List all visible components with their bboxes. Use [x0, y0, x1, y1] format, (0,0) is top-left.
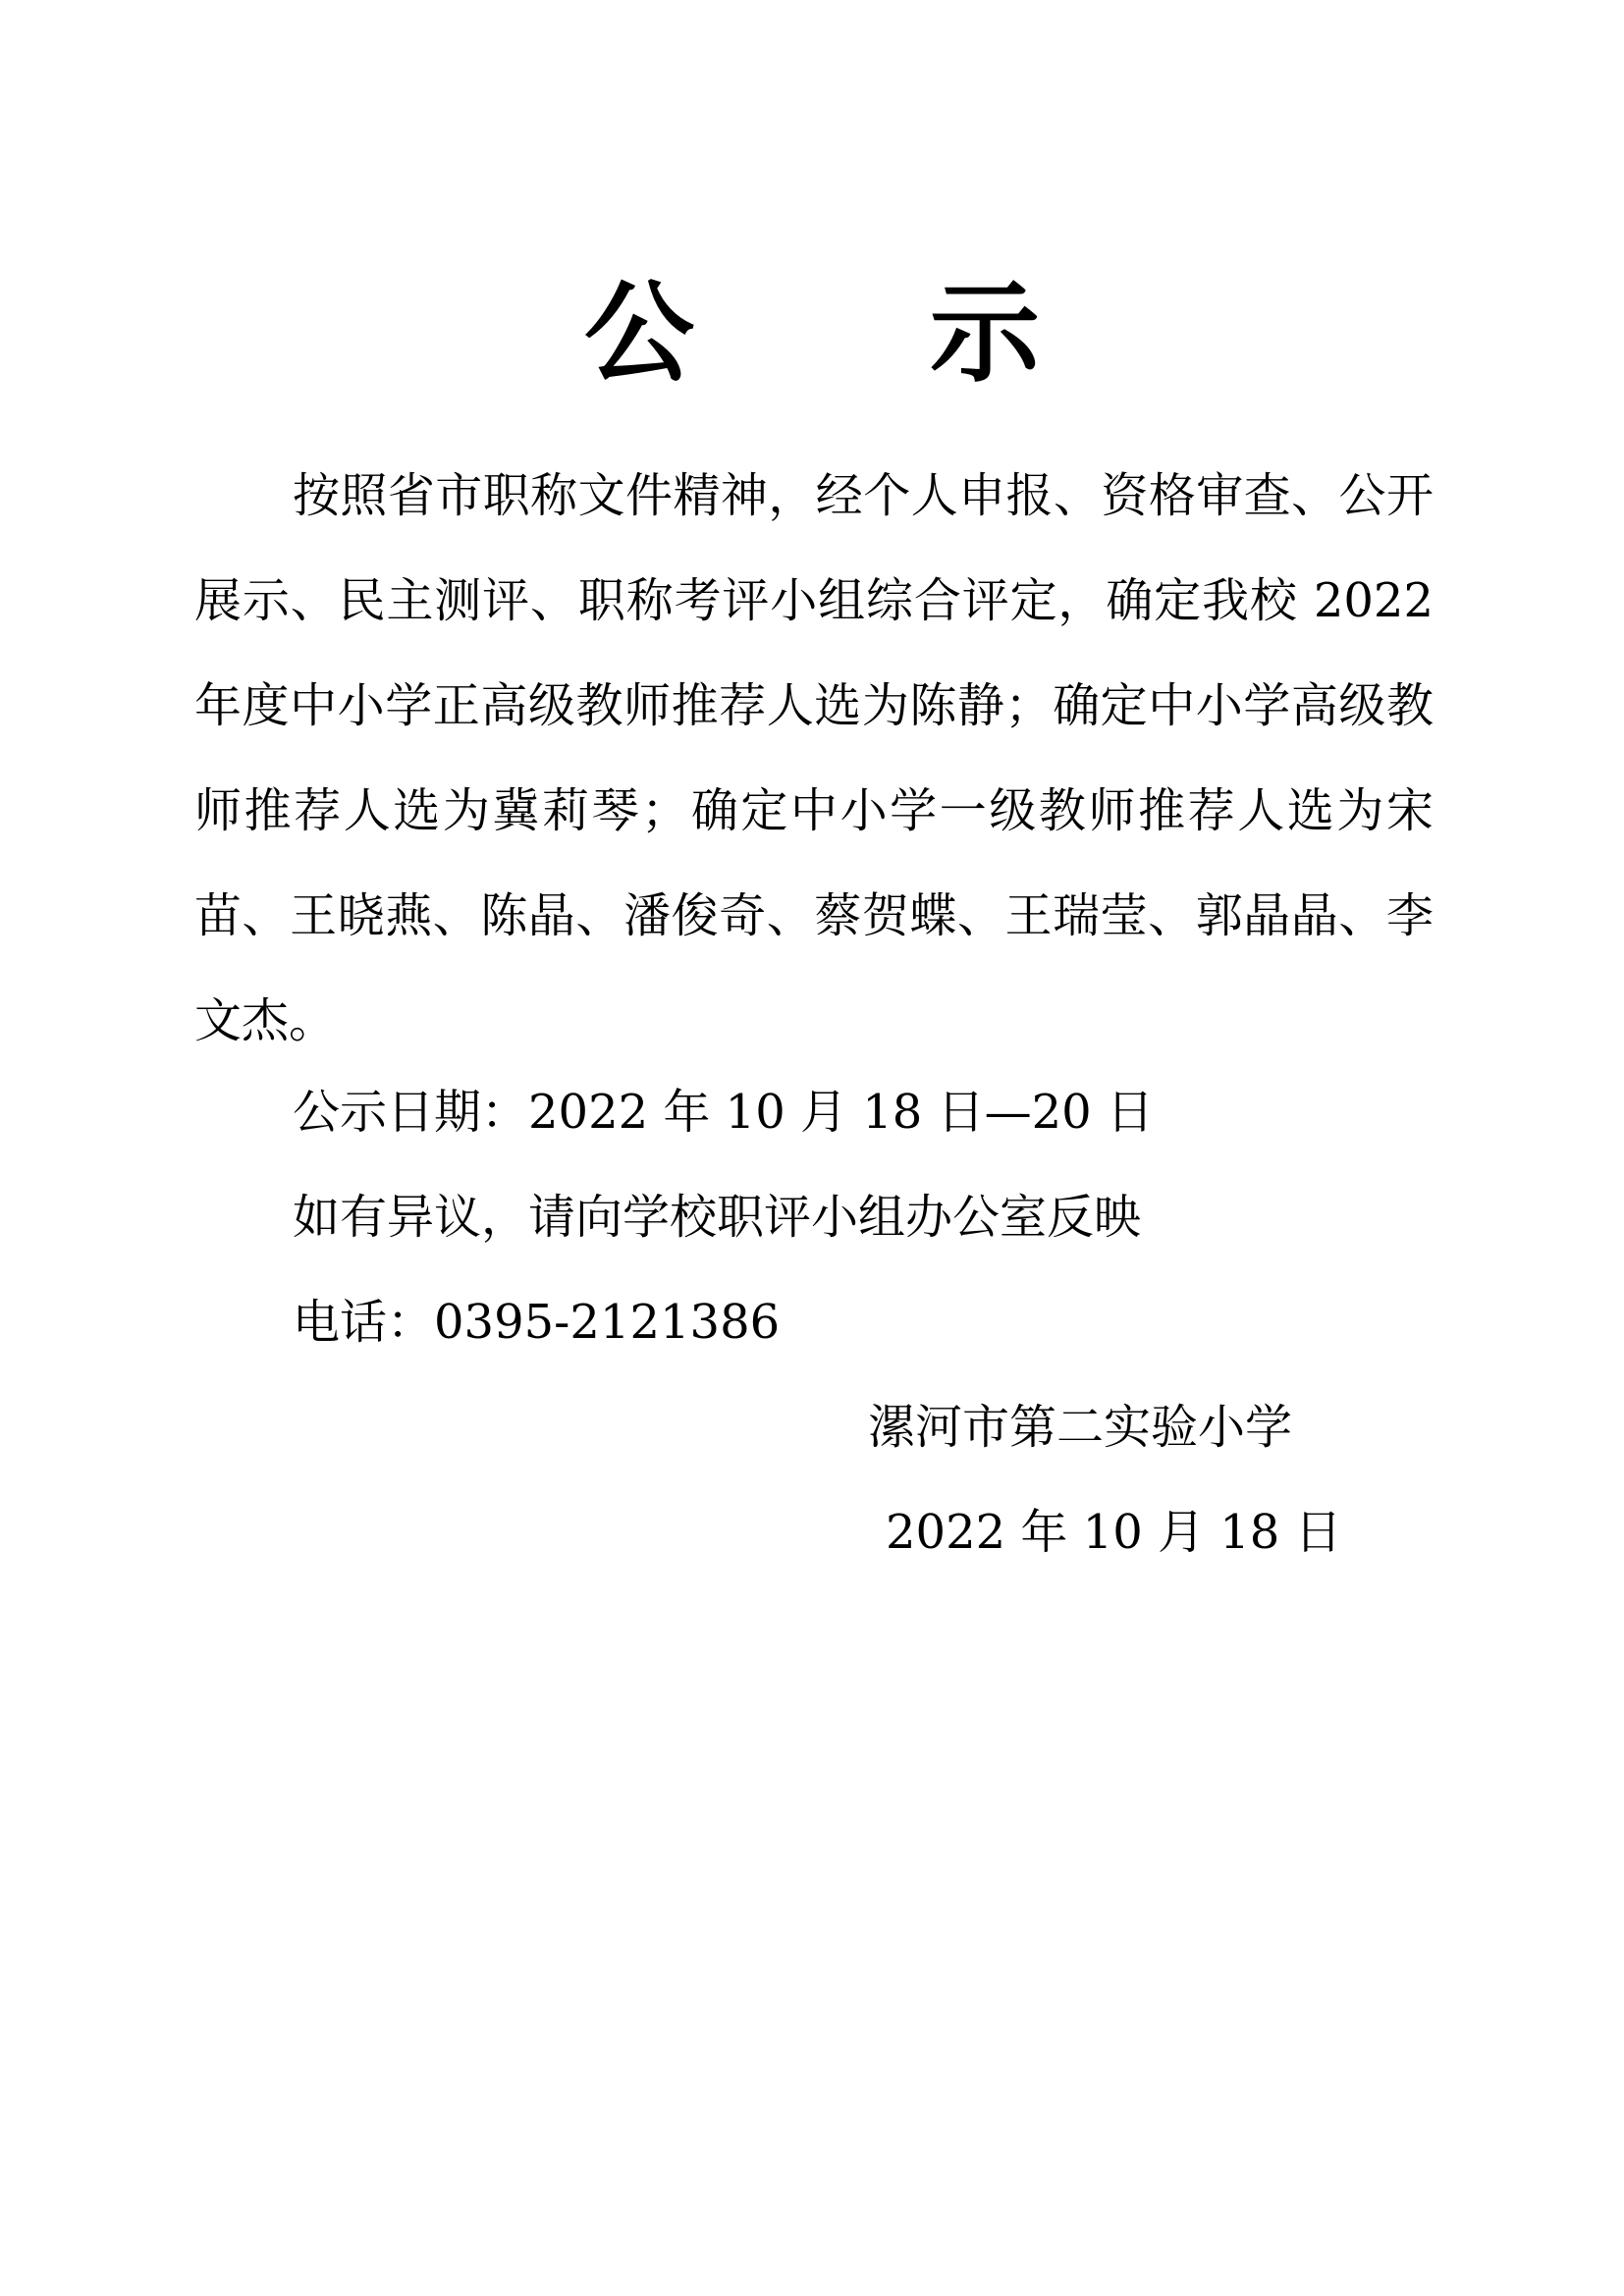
- objection-line: 如有异议，请向学校职评小组办公室反映: [293, 1190, 1142, 1245]
- notice-date-line: 公示日期：2022 年 10 月 18 日—20 日: [293, 1085, 1154, 1140]
- issue-date: 2022 年 10 月 18 日: [886, 1505, 1342, 1560]
- phone-line: 电话：0395-2121386: [293, 1295, 781, 1350]
- document-title: [0, 265, 1624, 402]
- main-paragraph: 按照省市职称文件精神，经个人申报、资格审查、公开展示、民主测评、职称考评小组综合评定，确定我校 2022 年度中小学正高级教师推荐人选为陈静；确定中小学高级教师推荐人选为冀莉琴；确定中小学一级教师推荐人选为宋苗、王晓燕、陈晶、潘俊奇、蔡贺蝶、王瑞莹、郭晶晶、李文杰。: [194, 468, 1434, 1048]
- school-signature: 漯河市第二实验小学: [868, 1400, 1293, 1455]
- title-char-2: 示: [930, 269, 1040, 398]
- title-char-1: 公: [584, 269, 694, 398]
